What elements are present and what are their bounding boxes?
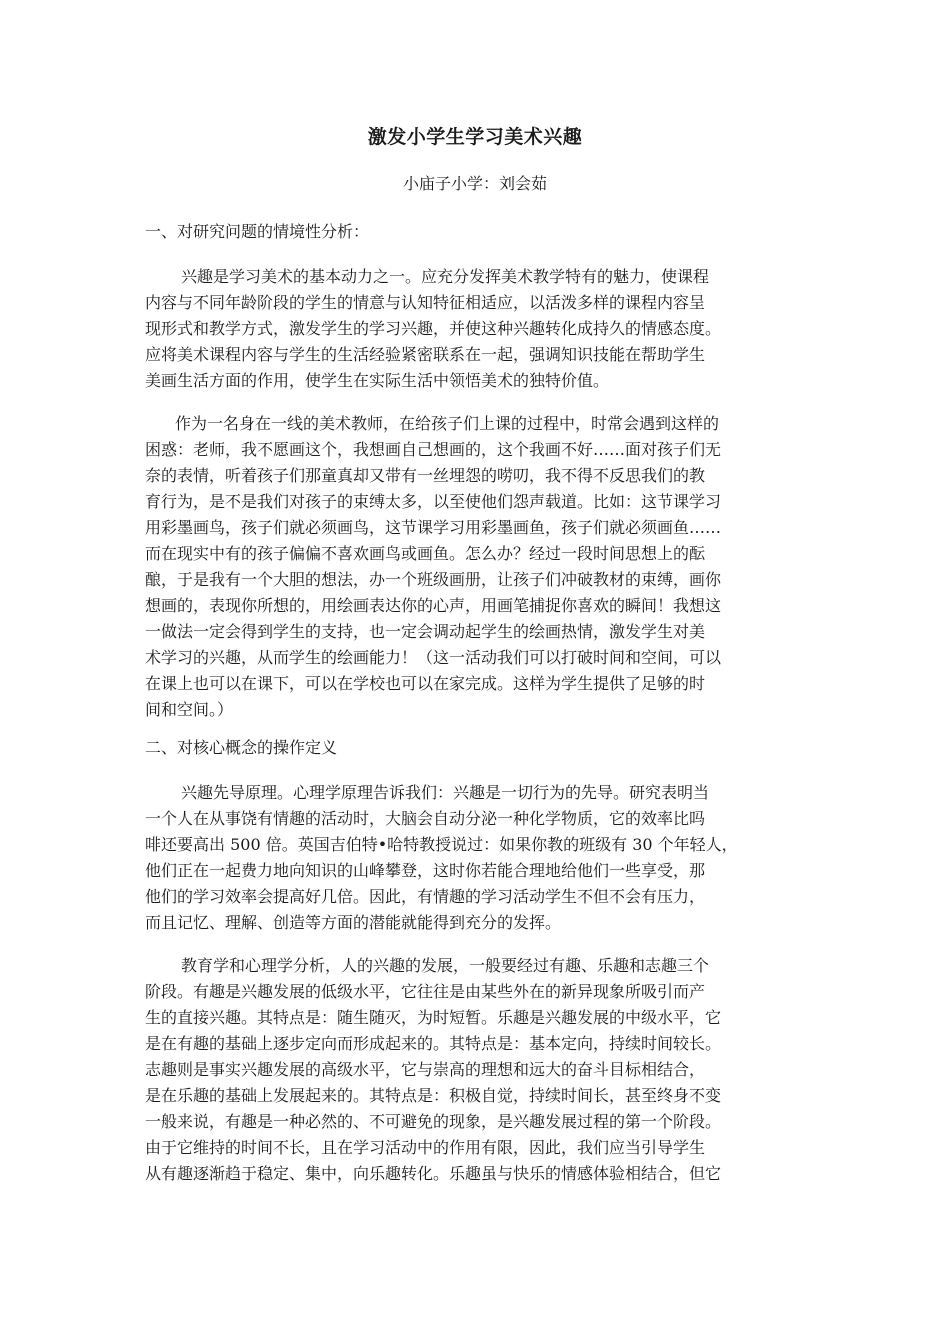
paragraph-line: 现形式和教学方式，激发学生的学习兴趣，并使这种兴趣转化成持久的情感态度。	[145, 319, 722, 338]
paragraph-line: 志趣则是事实兴趣发展的高级水平，它与崇高的理想和远大的奋斗目标相结合，	[145, 1060, 706, 1079]
paragraph-line: 由于它维持的时间不长，且在学习活动中的作用有限，因此，我们应当引导学生	[145, 1138, 706, 1157]
paragraph-line: 而且记忆、理解、创造等方面的潜能就能得到充分的发挥。	[145, 913, 562, 932]
document-author: 小庙子小学：刘会茹	[402, 174, 547, 193]
paragraph-line: 啡还要高出 500 倍。英国吉伯特•哈特教授说过：如果你教的班级有 30 个年轻人，	[145, 835, 738, 854]
paragraph-line: 间和空间。）	[145, 700, 234, 719]
paragraph-line: 用彩墨画鸟，孩子们就必须画鸟，这节课学习用彩墨画鱼，孩子们就必须画鱼……	[145, 518, 722, 537]
paragraph-line: 育行为，是不是我们对孩子的束缚太多，以至使他们怨声载道。比如：这节课学习	[145, 492, 722, 511]
paragraph-line: 酿，于是我有一个大胆的想法，办一个班级画册，让孩子们冲破教材的束缚，画你	[145, 570, 722, 589]
paragraph-line: 想画的，表现你所想的，用绘画表达你的心声，用画笔捕捉你喜欢的瞬间！我想这	[145, 596, 722, 615]
paragraph-line: 奈的表情，听着孩子们那童真却又带有一丝埋怨的唠叨，我不得不反思我们的教	[145, 466, 706, 485]
paragraph-line: 教育学和心理学分析，人的兴趣的发展，一般要经过有趣、乐趣和志趣三个	[181, 956, 710, 975]
paragraph-line: 他们的学习效率会提高好几倍。因此，有情趣的学习活动学生不但不会有压力，	[145, 887, 706, 906]
paragraph-line: 他们正在一起费力地向知识的山峰攀登，这时你若能合理地给他们一些享受，那	[145, 861, 706, 880]
paragraph-2	[145, 411, 807, 723]
paragraph-line: 阶段。有趣是兴趣发展的低级水平，它往往是由某些外在的新异现象所吸引而产	[145, 982, 706, 1001]
paragraph-line: 一般来说，有趣是一种必然的、不可避免的现象，是兴趣发展过程的第一个阶段。	[145, 1112, 722, 1131]
paragraph-line: 而在现实中有的孩子偏偏不喜欢画鸟或画鱼。怎么办？经过一段时间思想上的酝	[145, 544, 706, 563]
paragraph-line: 在课上也可以在课下，可以在学校也可以在家完成。这样为学生提供了足够的时	[145, 674, 706, 693]
paragraph-1	[145, 264, 807, 394]
section-heading-1: 一、对研究问题的情境性分析：	[145, 222, 370, 241]
paragraph-line: 作为一名身在一线的美术教师，在给孩子们上课的过程中，时常会遇到这样的	[175, 414, 720, 433]
paragraph-line: 从有趣逐渐趋于稳定、集中，向乐趣转化。乐趣虽与快乐的情感体验相结合，但它	[145, 1164, 722, 1183]
paragraph-line: 一个人在从事饶有情趣的活动时，大脑会自动分泌一种化学物质，它的效率比吗	[145, 809, 706, 828]
paragraph-line: 是在乐趣的基础上发展起来的。其特点是：积极自觉，持续时间长，甚至终身不变	[145, 1086, 722, 1105]
paragraph-line: 内容与不同年龄阶段的学生的情意与认知特征相适应，以活泼多样的课程内容呈	[145, 293, 706, 312]
paragraph-line: 一做法一定会得到学生的支持，也一定会调动起学生的绘画热情，激发学生对美	[145, 622, 706, 641]
paragraph-line: 兴趣是学习美术的基本动力之一。应充分发挥美术教学特有的魅力，使课程	[181, 267, 710, 286]
section-heading-2: 二、对核心概念的操作定义	[145, 738, 338, 757]
paragraph-line: 美画生活方面的作用，使学生在实际生活中领悟美术的独特价值。	[145, 371, 610, 390]
paragraph-line: 生的直接兴趣。其特点是：随生随灭，为时短暂。乐趣是兴趣发展的中级水平，它	[145, 1008, 722, 1027]
paragraph-line: 应将美术课程内容与学生的生活经验紧密联系在一起，强调知识技能在帮助学生	[145, 345, 706, 364]
paragraph-line: 困惑：老师，我不愿画这个，我想画自己想画的，这个我画不好……面对孩子们无	[145, 440, 722, 459]
paragraph-line: 术学习的兴趣，从而学生的绘画能力！（这一活动我们可以打破时间和空间，可以	[145, 648, 722, 667]
paragraph-line: 兴趣先导原理。心理学原理告诉我们：兴趣是一切行为的先导。研究表明当	[181, 783, 710, 802]
document-title: 激发小学生学习美术兴趣	[367, 126, 583, 148]
paragraph-line: 是在有趣的基础上逐步定向而形成起来的。其特点是：基本定向，持续时间较长。	[145, 1034, 722, 1053]
paragraph-4	[145, 953, 807, 1187]
paragraph-3	[145, 780, 807, 936]
